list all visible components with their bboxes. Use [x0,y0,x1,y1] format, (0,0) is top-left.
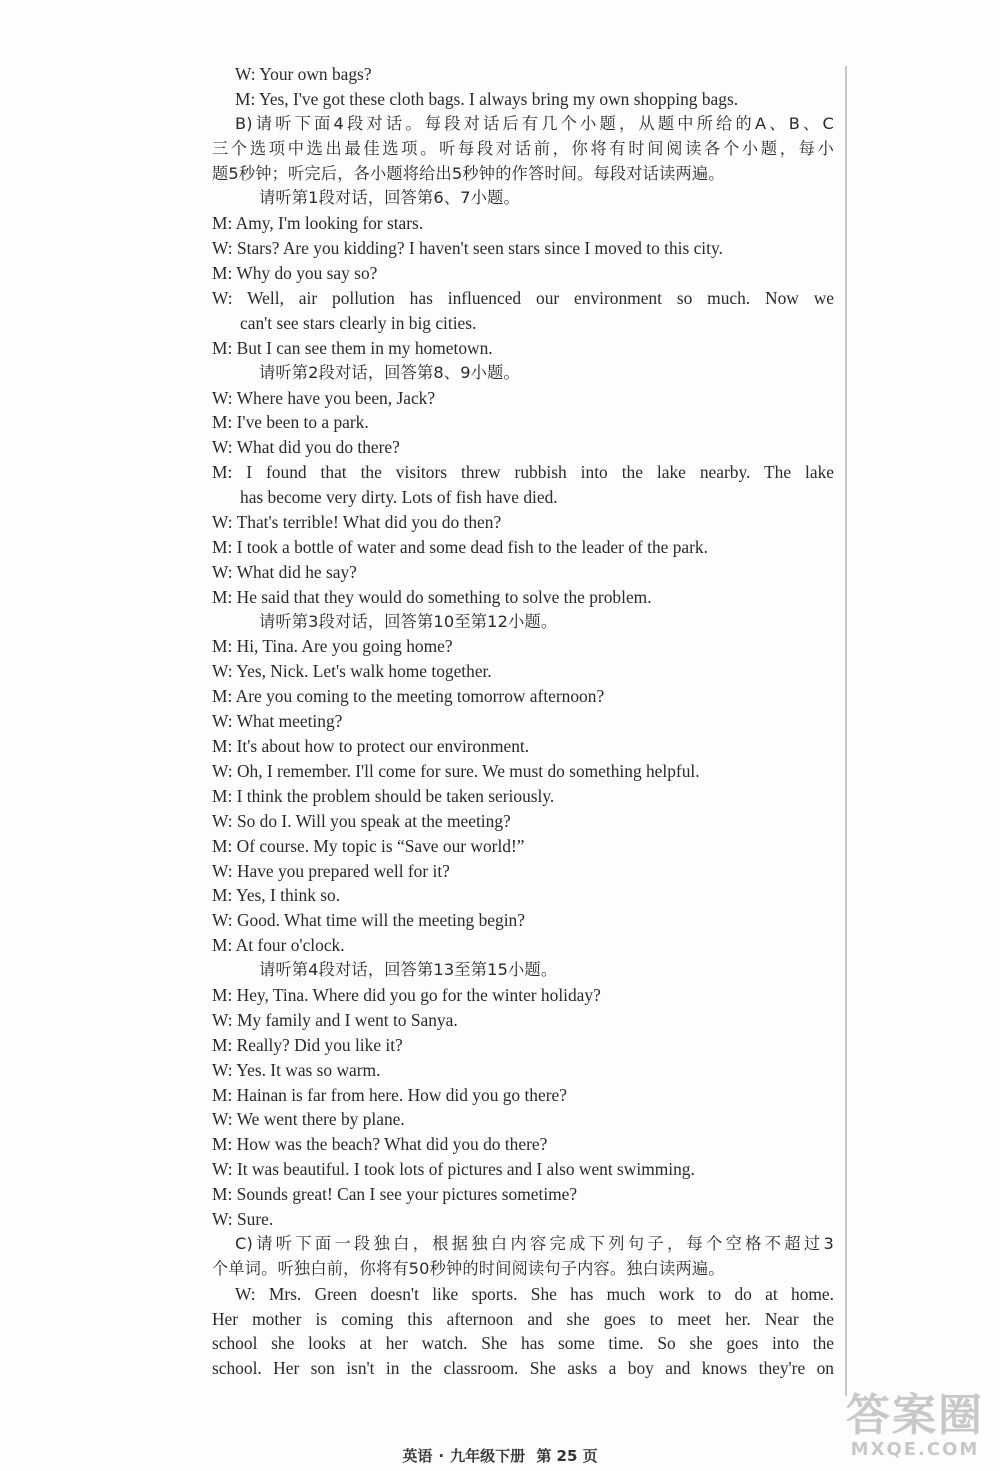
transcript-line: M: He said that they would do something to solve the problem. [212,586,652,607]
transcript-line: W: So do I. Will you speak at the meeting? [212,810,511,831]
transcript-line: M: Hainan is far from here. How did you go there? [212,1084,567,1105]
transcript-line: M: Are you coming to the meeting tomorrow afternoon? [212,686,605,707]
transcript-line: 请听第2段对话，回答第8、9小题。 [259,362,520,382]
transcript-line: W: What did he say? [212,561,357,582]
transcript-line: M: Hi, Tina. Are you going home? [212,636,453,657]
transcript-line: 请听第4段对话，回答第13至第15小题。 [259,960,558,980]
transcript-line: M: Of course. My topic is “Save our world!” [212,835,525,856]
transcript-line: W: We went there by plane. [212,1109,405,1130]
footer-page-number: 第 25 页 [536,1447,598,1465]
transcript-line: M: I took a bottle of water and some dead fish to the leader of the park. [212,536,708,557]
transcript-line: M: I found that the visitors threw rubbish into the lake nearby. The lake [212,462,834,483]
watermark-logo [840,1392,990,1464]
transcript-line: B)请听下面4段对话。每段对话后有几个小题，从题中所给的A、B、C [235,113,834,133]
watermark-url: MXQE.COM [850,1439,980,1460]
transcript-line: has become very dirty. Lots of fish have died. [240,487,558,508]
transcript-line: W: Stars? Are you kidding? I haven't seen stars since I moved to this city. [212,238,723,259]
transcript-line: Her mother is coming this afternoon and she goes to meet her. Near the [212,1308,834,1329]
transcript-line: W: What did you do there? [212,437,400,458]
margin-rule [845,66,847,1396]
transcript-line: M: Really? Did you like it? [212,1034,403,1055]
transcript-line: W: My family and I went to Sanya. [212,1009,458,1030]
transcript-line: W: That's terrible! What did you do then? [212,512,502,533]
transcript-line: M: I've been to a park. [212,412,369,433]
transcript-line: can't see stars clearly in big cities. [240,312,477,333]
transcript-line: W: What meeting? [212,711,343,732]
transcript-line: M: How was the beach? What did you do there? [212,1134,548,1155]
transcript-line: M: It's about how to protect our environment. [212,736,530,757]
transcript-line: school she looks at her watch. She has some time. So she goes into the [212,1333,834,1354]
transcript-line: M: I think the problem should be taken seriously. [212,785,555,806]
footer-dot: · [438,1447,445,1465]
transcript-line: M: Amy, I'm looking for stars. [212,213,424,234]
transcript-line: W: Mrs. Green doesn't like sports. She has much work to do at home. [235,1283,834,1304]
transcript-line: M: Sounds great! Can I see your pictures sometime? [212,1184,578,1205]
transcript-line: 题5秒钟；听完后，各小题将给出5秒钟的作答时间。每段对话读两遍。 [212,163,725,183]
transcript-line: 请听第3段对话，回答第10至第12小题。 [259,611,558,631]
transcript-line: W: Oh, I remember. I'll come for sure. We must do something helpful. [212,760,700,781]
footer-grade: 九年级下册 [450,1447,526,1465]
transcript-line: M: Yes, I think so. [212,885,341,906]
transcript-line: 个单词。听独白前，你将有50秒钟的时间阅读句子内容。独白读两遍。 [212,1258,725,1278]
footer-subject: 英语 [402,1447,433,1465]
transcript-line: M: Hey, Tina. Where did you go for the winter holiday? [212,984,601,1005]
transcript-line: W: Yes. It was so warm. [212,1059,381,1080]
transcript-line: W: It was beautiful. I took lots of pictures and I also went swimming. [212,1159,695,1180]
transcript-line: 三个选项中选出最佳选项。听每段对话前，你将有时间阅读各个小题，每小 [212,138,834,158]
transcript-line: C)请听下面一段独白，根据独白内容完成下列句子，每个空格不超过3 [235,1233,834,1253]
transcript-line: M: At four o'clock. [212,935,345,956]
transcript-line: school. Her son isn't in the classroom. She asks a boy and knows they're on [212,1358,834,1379]
transcript-line: 请听第1段对话，回答第6、7小题。 [259,188,520,208]
transcript-body [212,62,834,1381]
transcript-line: W: Where have you been, Jack? [212,387,436,408]
transcript-line: W: Sure. [212,1208,274,1229]
transcript-line: W: Good. What time will the meeting begin? [212,910,525,931]
watermark-title: 答案圈 [846,1390,984,1441]
transcript-line: M: Yes, I've got these cloth bags. I always bring my own shopping bags. [235,88,739,109]
transcript-line: W: Well, air pollution has influenced our environment so much. Now we [212,288,834,309]
transcript-line: W: Have you prepared well for it? [212,860,450,881]
transcript-line: M: But I can see them in my hometown. [212,337,493,358]
transcript-line: W: Yes, Nick. Let's walk home together. [212,661,492,682]
transcript-line: M: Why do you say so? [212,263,378,284]
transcript-line: W: Your own bags? [235,64,372,84]
